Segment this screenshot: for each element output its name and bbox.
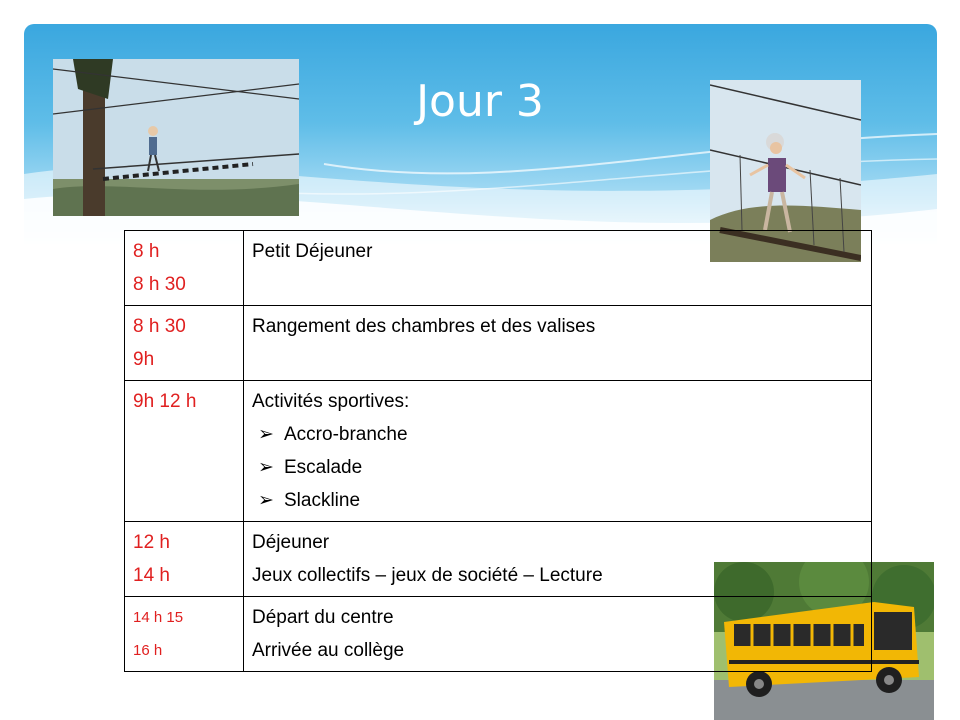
- table-row: [125, 381, 872, 522]
- activity-bullet: [252, 451, 863, 484]
- time-start: 12 h: [133, 532, 170, 553]
- activity-text: Jeux collectifs – jeux de société – Lecture: [252, 565, 603, 586]
- bullet-text: Slackline: [284, 490, 361, 511]
- arrow-bullet-icon: ➢: [258, 424, 274, 445]
- bullet-text: Escalade: [284, 457, 363, 478]
- time-cell: [125, 381, 244, 522]
- activity-text: Départ du centre: [252, 607, 394, 628]
- activity-text: Rangement des chambres et des valises: [252, 316, 596, 337]
- activity-text: Activités sportives:: [252, 391, 410, 412]
- activity-cell: [244, 231, 872, 306]
- zipline-photo-left: [53, 59, 299, 216]
- time-end: 8 h 30: [133, 274, 186, 295]
- activity-bullet: [252, 484, 863, 517]
- schedule-table: [124, 230, 872, 672]
- activity-cell: [244, 306, 872, 381]
- time-cell: [125, 306, 244, 381]
- time-end: 16 h: [133, 642, 163, 659]
- arrow-bullet-icon: ➢: [258, 457, 274, 478]
- bullet-text: Accro-branche: [284, 424, 408, 445]
- time-start: 14 h 15: [133, 609, 184, 626]
- activity-cell: [244, 597, 872, 672]
- time-end: 14 h: [133, 565, 170, 586]
- table-row: [125, 306, 872, 381]
- activity-cell: [244, 381, 872, 522]
- activity-text: Petit Déjeuner: [252, 241, 373, 262]
- time-end: 9h: [133, 349, 155, 370]
- activity-cell: [244, 522, 872, 597]
- time-cell: [125, 231, 244, 306]
- activity-text: Arrivée au collège: [252, 640, 405, 661]
- arrow-bullet-icon: ➢: [258, 490, 274, 511]
- time-range: 9h 12 h: [133, 391, 197, 412]
- table-row: [125, 231, 872, 306]
- slide-title: Jour 3: [416, 76, 544, 127]
- time-cell: [125, 597, 244, 672]
- table-row: [125, 597, 872, 672]
- activity-text: Déjeuner: [252, 532, 330, 553]
- time-cell: [125, 522, 244, 597]
- time-start: 8 h: [133, 241, 160, 262]
- activity-bullet: [252, 418, 863, 451]
- table-row: [125, 522, 872, 597]
- time-start: 8 h 30: [133, 316, 186, 337]
